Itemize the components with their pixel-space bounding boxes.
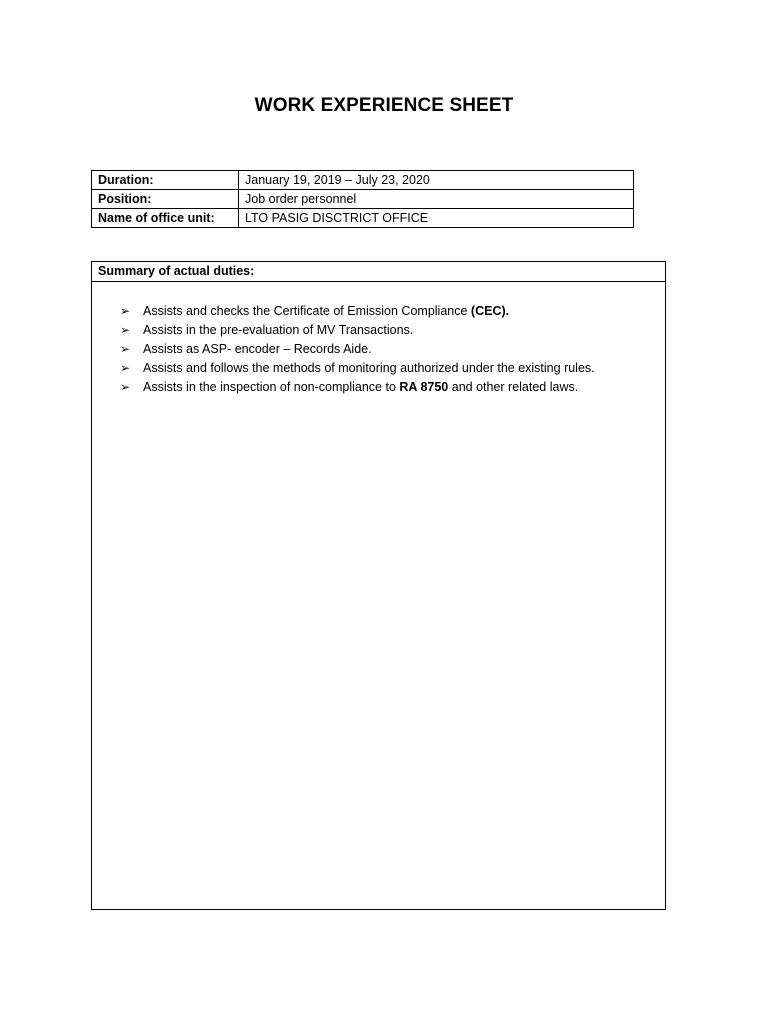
position-label: Position: xyxy=(92,190,239,209)
info-table xyxy=(91,170,634,228)
duty-text: Assists and checks the Certificate of Emission Compliance xyxy=(143,304,471,318)
page-title: WORK EXPERIENCE SHEET xyxy=(254,95,514,116)
list-item xyxy=(120,359,659,378)
duty-bold-text: RA 8750 xyxy=(399,380,449,394)
arrowhead-bullet-icon: ➢ xyxy=(120,304,131,318)
duty-text: Assists in the inspection of non-compliance to xyxy=(143,380,400,394)
office-unit-value: LTO PASIG DISCTRICT OFFICE xyxy=(239,209,634,228)
summary-header: Summary of actual duties: xyxy=(92,262,665,282)
table-row xyxy=(92,190,634,209)
list-item xyxy=(120,340,659,359)
list-item xyxy=(120,321,659,340)
arrowhead-bullet-icon: ➢ xyxy=(120,361,131,375)
duty-text-end: and other related laws. xyxy=(448,380,579,394)
list-item xyxy=(120,302,659,321)
duty-text: Assists in the pre-evaluation of MV Transactions. xyxy=(143,323,414,337)
duration-label: Duration: xyxy=(92,171,239,190)
duty-bold-text: (CEC). xyxy=(470,304,510,318)
position-value: Job order personnel xyxy=(239,190,634,209)
office-unit-label: Name of office unit: xyxy=(92,209,239,228)
arrowhead-bullet-icon: ➢ xyxy=(120,380,131,394)
arrowhead-bullet-icon: ➢ xyxy=(120,323,131,337)
duration-value: January 19, 2019 – July 23, 2020 xyxy=(239,171,634,190)
arrowhead-bullet-icon: ➢ xyxy=(120,342,131,356)
table-row xyxy=(92,171,634,190)
table-row xyxy=(92,209,634,228)
duties-list xyxy=(120,302,659,397)
duty-text: Assists as ASP- encoder – Records Aide. xyxy=(143,342,372,356)
duty-text: Assists and follows the methods of monitoring authorized under the existing rules. xyxy=(143,361,595,375)
summary-box xyxy=(91,261,666,910)
list-item xyxy=(120,378,659,397)
